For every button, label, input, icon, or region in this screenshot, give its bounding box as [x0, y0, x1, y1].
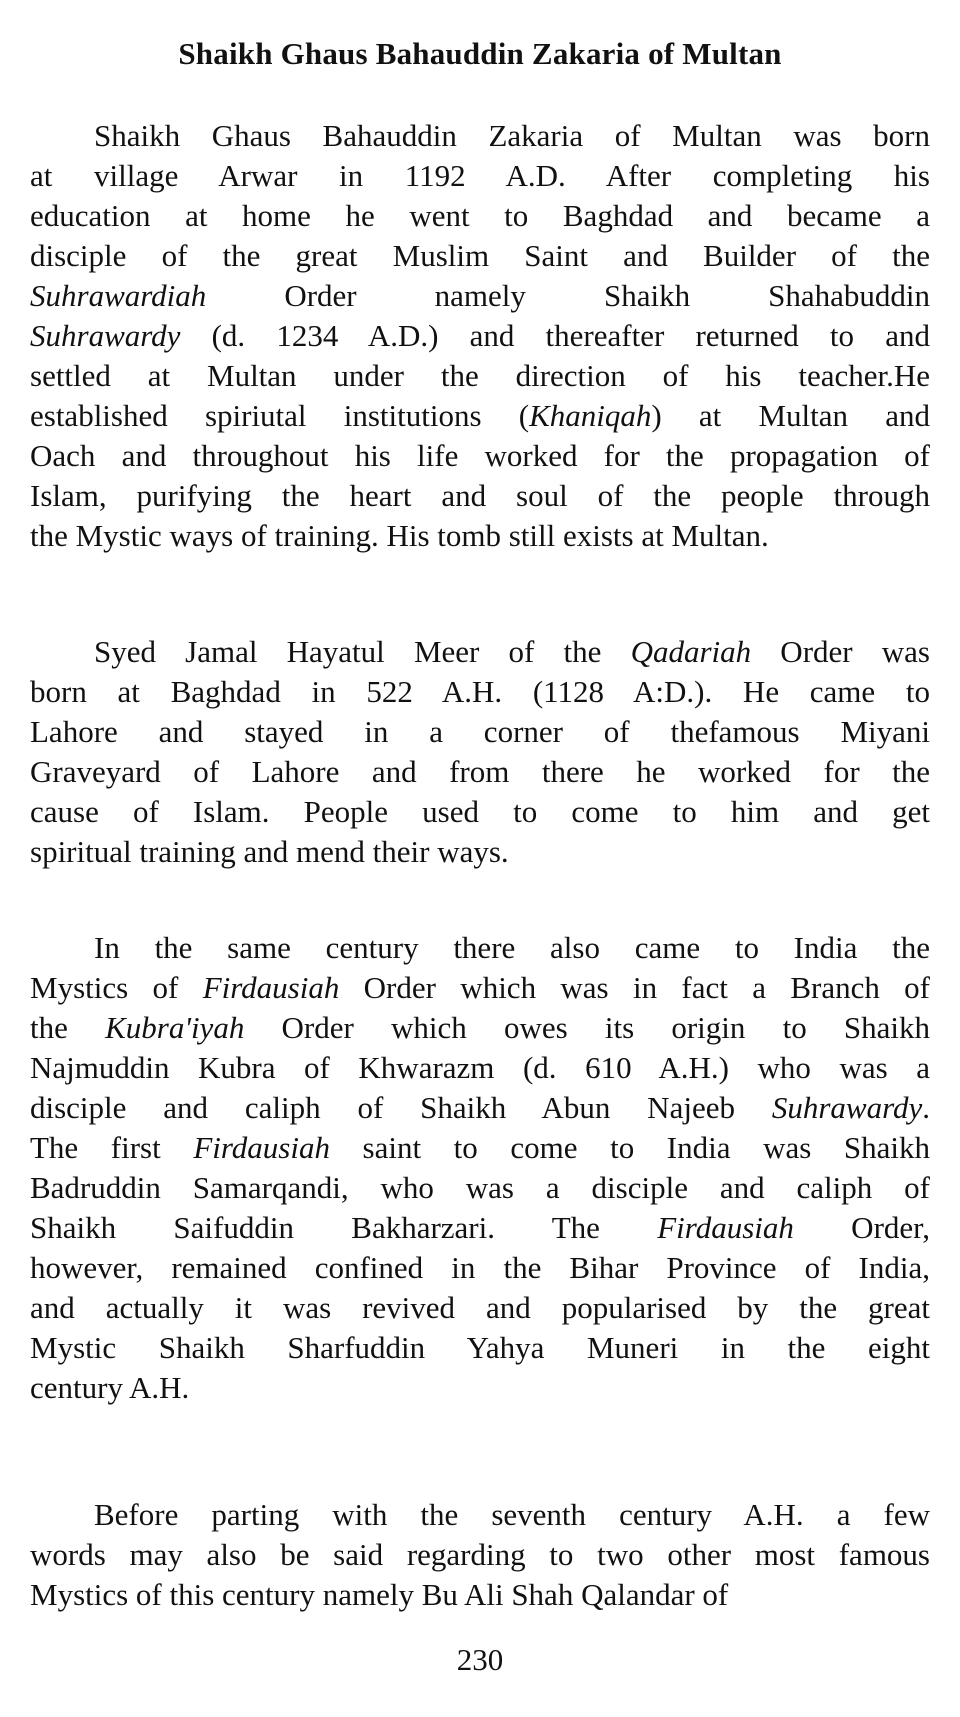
- paragraph-line: In the same century there also came to India the: [94, 930, 930, 965]
- page-number: 230: [456, 1642, 504, 1677]
- paragraph-line: Mystic Shaikh Sharfuddin Yahya Muneri in the eight: [30, 1330, 930, 1365]
- paragraph-line: Lahore and stayed in a corner of thefamous Miyani: [30, 714, 930, 749]
- paragraph-line: Shaikh Ghaus Bahauddin Zakaria of Multan was born: [94, 118, 930, 153]
- paragraph-line: born at Baghdad in 522 A.H. (1128 A:D.). He came to: [30, 674, 930, 709]
- paragraph-line: however, remained confined in the Bihar Province of India,: [30, 1250, 930, 1285]
- paragraph-line: Graveyard of Lahore and from there he worked for the: [30, 754, 930, 789]
- paragraph-line: Oach and throughout his life worked for the propagation of: [30, 438, 930, 473]
- paragraph-line: settled at Multan under the direction of his teacher.He: [30, 358, 930, 393]
- paragraph-line: spiritual training and mend their ways.: [30, 834, 509, 869]
- paragraph-line: Suhrawardy (d. 1234 A.D.) and thereafter returned to and: [30, 318, 930, 353]
- paragraph-line: disciple of the great Muslim Saint and Builder of the: [30, 238, 930, 273]
- paragraph-line: disciple and caliph of Shaikh Abun Najeeb Suhrawardy.: [30, 1090, 930, 1125]
- paragraph-line: The first Firdausiah saint to come to India was Shaikh: [30, 1130, 930, 1165]
- paragraph-3: [30, 928, 930, 1408]
- paragraph-line: Before parting with the seventh century A.H. a few: [94, 1497, 930, 1532]
- paragraph-line: and actually it was revived and popularised by the great: [30, 1290, 930, 1325]
- page-title: Shaikh Ghaus Bahauddin Zakaria of Multan: [178, 36, 782, 71]
- paragraph-line: education at home he went to Baghdad and became a: [30, 198, 930, 233]
- paragraph-line: Suhrawardiah Order namely Shaikh Shahabuddin: [30, 278, 930, 313]
- paragraph-line: the Mystic ways of training. His tomb still exists at Multan.: [30, 518, 769, 553]
- paragraph-line: century A.H.: [30, 1370, 190, 1405]
- paragraph-line: Mystics of this century namely Bu Ali Shah Qalandar of: [30, 1577, 729, 1612]
- paragraph-line: Mystics of Firdausiah Order which was in fact a Branch of: [30, 970, 930, 1005]
- paragraph-line: Islam, purifying the heart and soul of the people through: [30, 478, 930, 513]
- paragraph-line: Syed Jamal Hayatul Meer of the Qadariah Order was: [94, 634, 930, 669]
- paragraph-line: at village Arwar in 1192 A.D. After completing his: [30, 158, 930, 193]
- paragraph-line: cause of Islam. People used to come to him and get: [30, 794, 930, 829]
- paragraph-2: [30, 632, 930, 872]
- paragraph-line: Najmuddin Kubra of Khwarazm (d. 610 A.H.) who was a: [30, 1050, 930, 1085]
- paragraph-line: words may also be said regarding to two other most famous: [30, 1537, 930, 1572]
- paragraph-line: established spiriutal institutions (Khaniqah) at Multan and: [30, 398, 930, 433]
- paragraph-line: Badruddin Samarqandi, who was a disciple and caliph of: [30, 1170, 930, 1205]
- paragraph-line: Shaikh Saifuddin Bakharzari. The Firdausiah Order,: [30, 1210, 930, 1245]
- paragraph-line: the Kubra'iyah Order which owes its origin to Shaikh: [30, 1010, 930, 1045]
- paragraph-1: [30, 116, 930, 556]
- paragraph-4: [30, 1495, 930, 1615]
